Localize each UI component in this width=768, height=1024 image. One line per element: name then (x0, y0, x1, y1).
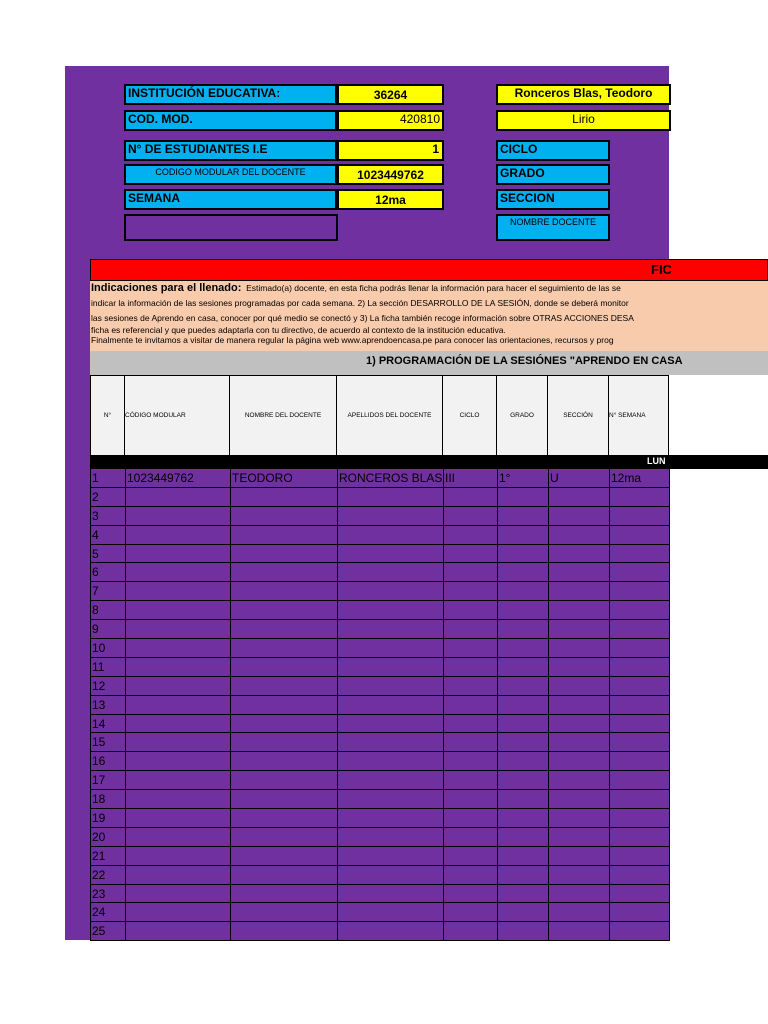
table-cell[interactable] (549, 922, 610, 940)
table-cell[interactable] (444, 507, 498, 525)
table-cell[interactable] (338, 733, 444, 751)
estudiantes-value[interactable]: 1 (337, 140, 444, 161)
empty-field[interactable] (124, 214, 338, 241)
table-cell[interactable]: 7 (91, 582, 126, 600)
table-cell[interactable]: 10 (91, 639, 126, 657)
codigo-docente-value[interactable]: 1023449762 (337, 164, 444, 185)
table-cell[interactable] (338, 903, 444, 921)
table-cell[interactable] (338, 677, 444, 695)
table-cell[interactable] (498, 696, 549, 714)
table-cell[interactable] (231, 885, 338, 903)
table-cell[interactable] (126, 752, 231, 770)
table-cell[interactable]: 19 (91, 809, 126, 827)
section-header (90, 351, 768, 375)
table-cell[interactable]: 13 (91, 696, 126, 714)
table-cell[interactable] (231, 903, 338, 921)
column-header: N° SEMANA (609, 375, 669, 455)
table-cell[interactable] (231, 658, 338, 676)
table-cell[interactable] (231, 715, 338, 733)
table-cell[interactable] (126, 696, 231, 714)
table-cell[interactable] (126, 488, 231, 506)
table-cell[interactable] (444, 866, 498, 884)
table-cell[interactable] (338, 658, 444, 676)
table-row (91, 903, 670, 922)
table-cell[interactable] (338, 563, 444, 581)
table-cell[interactable] (231, 488, 338, 506)
table-cell[interactable] (444, 620, 498, 638)
table-cell[interactable] (231, 790, 338, 808)
table-cell[interactable]: 2 (91, 488, 126, 506)
table-cell[interactable] (549, 563, 610, 581)
table-cell[interactable] (444, 658, 498, 676)
institucion-label: INSTITUCIÓN EDUCATIVA: (124, 84, 337, 105)
table-cell[interactable] (610, 752, 670, 770)
table-cell[interactable] (338, 922, 444, 940)
seccion-label: SECCION (496, 189, 610, 210)
lugar-value[interactable]: Lirio (496, 110, 671, 131)
table-cell[interactable] (126, 526, 231, 544)
docente-name-value[interactable]: Ronceros Blas, Teodoro (496, 84, 671, 105)
table-cell[interactable] (610, 658, 670, 676)
table-cell[interactable] (549, 752, 610, 770)
table-row (91, 771, 670, 790)
grado-label: GRADO (496, 164, 610, 185)
table-cell[interactable] (549, 866, 610, 884)
table-row (91, 526, 670, 545)
table-cell[interactable] (444, 545, 498, 563)
table-cell[interactable] (498, 526, 549, 544)
table-cell[interactable] (338, 885, 444, 903)
table-cell[interactable]: 4 (91, 526, 126, 544)
monitoring-sheet (90, 259, 768, 941)
table-cell[interactable] (549, 677, 610, 695)
instructions-label: Indicaciones para el llenado: (91, 282, 242, 294)
table-cell[interactable] (338, 771, 444, 789)
table-cell[interactable] (498, 488, 549, 506)
table-cell[interactable] (126, 847, 231, 865)
table-cell[interactable] (444, 885, 498, 903)
table-row (91, 847, 670, 866)
table-row (91, 601, 670, 620)
table-cell[interactable] (549, 658, 610, 676)
table-cell[interactable] (338, 620, 444, 638)
table-cell[interactable] (549, 507, 610, 525)
day-header-bar (90, 455, 768, 469)
table-row (91, 922, 670, 941)
table-cell[interactable] (231, 620, 338, 638)
table-cell[interactable]: 3 (91, 507, 126, 525)
table-cell[interactable] (610, 903, 670, 921)
table-cell[interactable] (498, 601, 549, 619)
table-cell[interactable]: 25 (91, 922, 126, 940)
instruction-line: ficha es referencial y que puedes adaptarla con tu directivo, de acuerdo al contexto de la institución educativa. (91, 325, 506, 335)
table-cell[interactable] (610, 733, 670, 751)
table-cell[interactable] (338, 582, 444, 600)
table-cell[interactable] (498, 771, 549, 789)
table-cell[interactable]: 8 (91, 601, 126, 619)
table-cell[interactable] (231, 771, 338, 789)
instructions-block (90, 281, 768, 351)
table-cell[interactable] (498, 885, 549, 903)
table-row (91, 790, 670, 809)
column-header: NOMBRE DEL DOCENTE (230, 375, 337, 455)
table-cell[interactable] (231, 582, 338, 600)
table-cell[interactable] (231, 922, 338, 940)
table-cell[interactable] (444, 715, 498, 733)
table-row (91, 752, 670, 771)
table-cell[interactable] (549, 639, 610, 657)
table-cell[interactable] (444, 733, 498, 751)
table-cell[interactable] (126, 620, 231, 638)
table-cell[interactable] (231, 601, 338, 619)
table-cell[interactable] (498, 715, 549, 733)
table-cell[interactable] (610, 639, 670, 657)
table-cell[interactable] (126, 885, 231, 903)
table-cell[interactable] (498, 507, 549, 525)
table-cell[interactable]: III (444, 469, 498, 487)
table-cell[interactable] (549, 620, 610, 638)
table-cell[interactable]: 1° (498, 469, 549, 487)
table-cell[interactable]: 22 (91, 866, 126, 884)
table-cell[interactable] (444, 582, 498, 600)
table-row (91, 733, 670, 752)
table-row (91, 620, 670, 639)
table-cell[interactable] (610, 488, 670, 506)
table-cell[interactable] (231, 752, 338, 770)
table-cell[interactable] (549, 847, 610, 865)
table-row (91, 658, 670, 677)
table-cell[interactable] (338, 526, 444, 544)
column-header: APELLIDOS DEL DOCENTE (337, 375, 443, 455)
instruction-line: Estimado(a) docente, en esta ficha podrás llenar la información para hacer el seguimiento de las se (246, 283, 621, 293)
table-cell[interactable] (444, 903, 498, 921)
table-cell[interactable] (610, 582, 670, 600)
table-cell[interactable] (549, 601, 610, 619)
column-header: GRADO (497, 375, 548, 455)
table-row (91, 866, 670, 885)
sheet-title-bar (90, 259, 768, 281)
table-cell[interactable] (126, 563, 231, 581)
table-cell[interactable] (549, 828, 610, 846)
table-cell[interactable] (549, 526, 610, 544)
table-cell[interactable] (498, 545, 549, 563)
table-cell[interactable] (338, 488, 444, 506)
table-cell[interactable]: 6 (91, 563, 126, 581)
nombre-docente-label: NOMBRE DOCENTE (496, 214, 610, 241)
table-row (91, 828, 670, 847)
table-cell[interactable] (610, 809, 670, 827)
table-cell[interactable] (610, 922, 670, 940)
table-cell[interactable] (231, 526, 338, 544)
day-label: LUN (647, 456, 666, 466)
table-cell[interactable]: 12ma (610, 469, 670, 487)
table-cell[interactable] (444, 922, 498, 940)
table-cell[interactable] (549, 790, 610, 808)
cod-mod-value[interactable]: 420810 (337, 110, 444, 131)
table-cell[interactable] (338, 507, 444, 525)
table-cell[interactable] (498, 828, 549, 846)
table-cell[interactable] (610, 677, 670, 695)
table-cell[interactable] (610, 828, 670, 846)
table-cell[interactable]: 24 (91, 903, 126, 921)
table-cell[interactable]: 21 (91, 847, 126, 865)
table-cell[interactable]: 18 (91, 790, 126, 808)
table-cell[interactable] (610, 847, 670, 865)
table-cell[interactable] (549, 771, 610, 789)
table-cell[interactable] (444, 696, 498, 714)
table-cell[interactable] (549, 696, 610, 714)
table-cell[interactable] (338, 847, 444, 865)
table-cell[interactable] (338, 715, 444, 733)
table-cell[interactable] (549, 809, 610, 827)
column-header: CÓDIGO MODULAR (125, 375, 230, 455)
table-cell[interactable] (126, 677, 231, 695)
sheet-title: FIC (651, 262, 672, 277)
table-cell[interactable]: 20 (91, 828, 126, 846)
table-cell[interactable] (610, 620, 670, 638)
table-cell[interactable] (498, 790, 549, 808)
table-cell[interactable] (126, 903, 231, 921)
table-cell[interactable]: 17 (91, 771, 126, 789)
table-cell[interactable] (498, 639, 549, 657)
table-cell[interactable] (610, 507, 670, 525)
instruction-line: Finalmente te invitamos a visitar de manera regular la página web www.aprendoencasa.pe para conocer las orientaciones, recursos y prog (91, 335, 614, 345)
table-cell[interactable] (610, 715, 670, 733)
table-cell[interactable] (444, 639, 498, 657)
column-header: N° (90, 375, 125, 455)
table-cell[interactable] (549, 903, 610, 921)
table-cell[interactable] (610, 771, 670, 789)
table-cell[interactable] (444, 828, 498, 846)
codigo-docente-label: CODIGO MODULAR DEL DOCENTE (124, 164, 337, 185)
table-cell[interactable] (498, 582, 549, 600)
table-cell[interactable] (498, 563, 549, 581)
table-cell[interactable]: 9 (91, 620, 126, 638)
table-cell[interactable] (338, 790, 444, 808)
table-row (91, 563, 670, 582)
estudiantes-label: N° DE ESTUDIANTES I.E (124, 140, 337, 161)
table-cell[interactable] (444, 526, 498, 544)
table-cell[interactable] (444, 809, 498, 827)
table-cell[interactable] (126, 771, 231, 789)
table-cell[interactable] (231, 809, 338, 827)
table-cell[interactable] (549, 885, 610, 903)
table-cell[interactable] (549, 545, 610, 563)
semana-value[interactable]: 12ma (337, 189, 444, 210)
table-cell[interactable] (610, 526, 670, 544)
table-cell[interactable] (126, 828, 231, 846)
table-cell[interactable] (338, 696, 444, 714)
table-row (91, 677, 670, 696)
table-cell[interactable]: 15 (91, 733, 126, 751)
table-cell[interactable]: 1 (91, 469, 126, 487)
table-cell[interactable] (126, 545, 231, 563)
table-cell[interactable] (444, 771, 498, 789)
table-row (91, 639, 670, 658)
column-header: SECCIÓN (548, 375, 609, 455)
table-cell[interactable] (126, 639, 231, 657)
table-cell[interactable] (126, 601, 231, 619)
instruction-line: indicar la información de las sesiones programadas por cada semana. 2) La sección DESARROLLO DE LA SESIÓN, donde se deberá monitor (91, 298, 629, 308)
table-cell[interactable] (231, 677, 338, 695)
table-cell[interactable] (126, 790, 231, 808)
table-cell[interactable] (549, 733, 610, 751)
table-cell[interactable] (498, 658, 549, 676)
table-cell[interactable] (231, 507, 338, 525)
table-cell[interactable] (610, 563, 670, 581)
table-cell[interactable] (498, 866, 549, 884)
sessions-table (90, 469, 670, 941)
table-cell[interactable] (126, 733, 231, 751)
table-cell[interactable] (126, 809, 231, 827)
table-cell[interactable] (498, 620, 549, 638)
ciclo-label: CICLO (496, 140, 610, 161)
table-cell[interactable]: 1023449762 (126, 469, 231, 487)
table-cell[interactable] (498, 847, 549, 865)
table-cell[interactable] (126, 922, 231, 940)
column-header: CICLO (443, 375, 497, 455)
table-cell[interactable] (338, 639, 444, 657)
table-cell[interactable] (610, 885, 670, 903)
table-cell[interactable] (231, 733, 338, 751)
table-cell[interactable]: 12 (91, 677, 126, 695)
table-cell[interactable] (338, 828, 444, 846)
table-row (91, 545, 670, 564)
table-cell[interactable] (338, 866, 444, 884)
table-cell[interactable] (231, 847, 338, 865)
table-cell[interactable] (444, 601, 498, 619)
table-cell[interactable]: 23 (91, 885, 126, 903)
table-cell[interactable] (231, 828, 338, 846)
table-cell[interactable] (610, 790, 670, 808)
table-cell[interactable] (126, 658, 231, 676)
table-cell[interactable] (610, 696, 670, 714)
table-cell[interactable] (498, 677, 549, 695)
table-cell[interactable] (498, 733, 549, 751)
semana-label: SEMANA (124, 189, 337, 210)
table-row (91, 885, 670, 904)
cod-mod-label: COD. MOD. (124, 110, 337, 131)
table-cell[interactable]: 11 (91, 658, 126, 676)
table-cell[interactable] (338, 601, 444, 619)
table-cell[interactable] (231, 639, 338, 657)
section-title: 1) PROGRAMACIÓN DE LA SESIÓNES "APRENDO EN CASA (366, 355, 683, 367)
table-cell[interactable] (444, 488, 498, 506)
table-cell[interactable] (126, 715, 231, 733)
table-cell[interactable]: RONCEROS BLAS (339, 471, 443, 485)
table-cell[interactable]: 14 (91, 715, 126, 733)
table-row (91, 488, 670, 507)
table-cell[interactable]: U (549, 469, 610, 487)
table-cell[interactable]: 5 (91, 545, 126, 563)
table-cell[interactable] (338, 545, 444, 563)
table-cell[interactable] (549, 715, 610, 733)
table-cell[interactable]: TEODORO (231, 469, 338, 487)
table-row (91, 507, 670, 526)
table-row (91, 696, 670, 715)
table-cell[interactable] (231, 866, 338, 884)
table-cell[interactable] (498, 922, 549, 940)
table-cell[interactable] (126, 866, 231, 884)
table-cell[interactable] (338, 752, 444, 770)
table-cell[interactable] (549, 582, 610, 600)
table-row (91, 469, 670, 488)
table-cell[interactable] (444, 790, 498, 808)
table-cell[interactable] (231, 563, 338, 581)
table-cell[interactable] (444, 563, 498, 581)
table-cell[interactable] (231, 545, 338, 563)
table-cell[interactable]: 16 (91, 752, 126, 770)
instruction-line: las sesiones de Aprendo en casa, conocer por qué medio se conectó y 3) La ficha también recoge información sobre OTRAS ACCIONES DESA (91, 313, 634, 323)
table-cell[interactable] (549, 488, 610, 506)
institucion-value[interactable]: 36264 (337, 84, 444, 105)
table-cell[interactable] (444, 847, 498, 865)
table-cell[interactable] (126, 507, 231, 525)
table-cell[interactable] (498, 903, 549, 921)
table-row (91, 715, 670, 734)
table-cell[interactable] (610, 545, 670, 563)
table-row (91, 582, 670, 601)
table-cell[interactable] (498, 809, 549, 827)
table-row (91, 809, 670, 828)
table-cell[interactable] (444, 752, 498, 770)
table-cell[interactable] (444, 677, 498, 695)
table-cell[interactable] (126, 582, 231, 600)
table-cell[interactable] (610, 866, 670, 884)
table-cell[interactable] (338, 809, 444, 827)
table-cell[interactable] (231, 696, 338, 714)
table-cell[interactable] (610, 601, 670, 619)
table-cell[interactable] (498, 752, 549, 770)
